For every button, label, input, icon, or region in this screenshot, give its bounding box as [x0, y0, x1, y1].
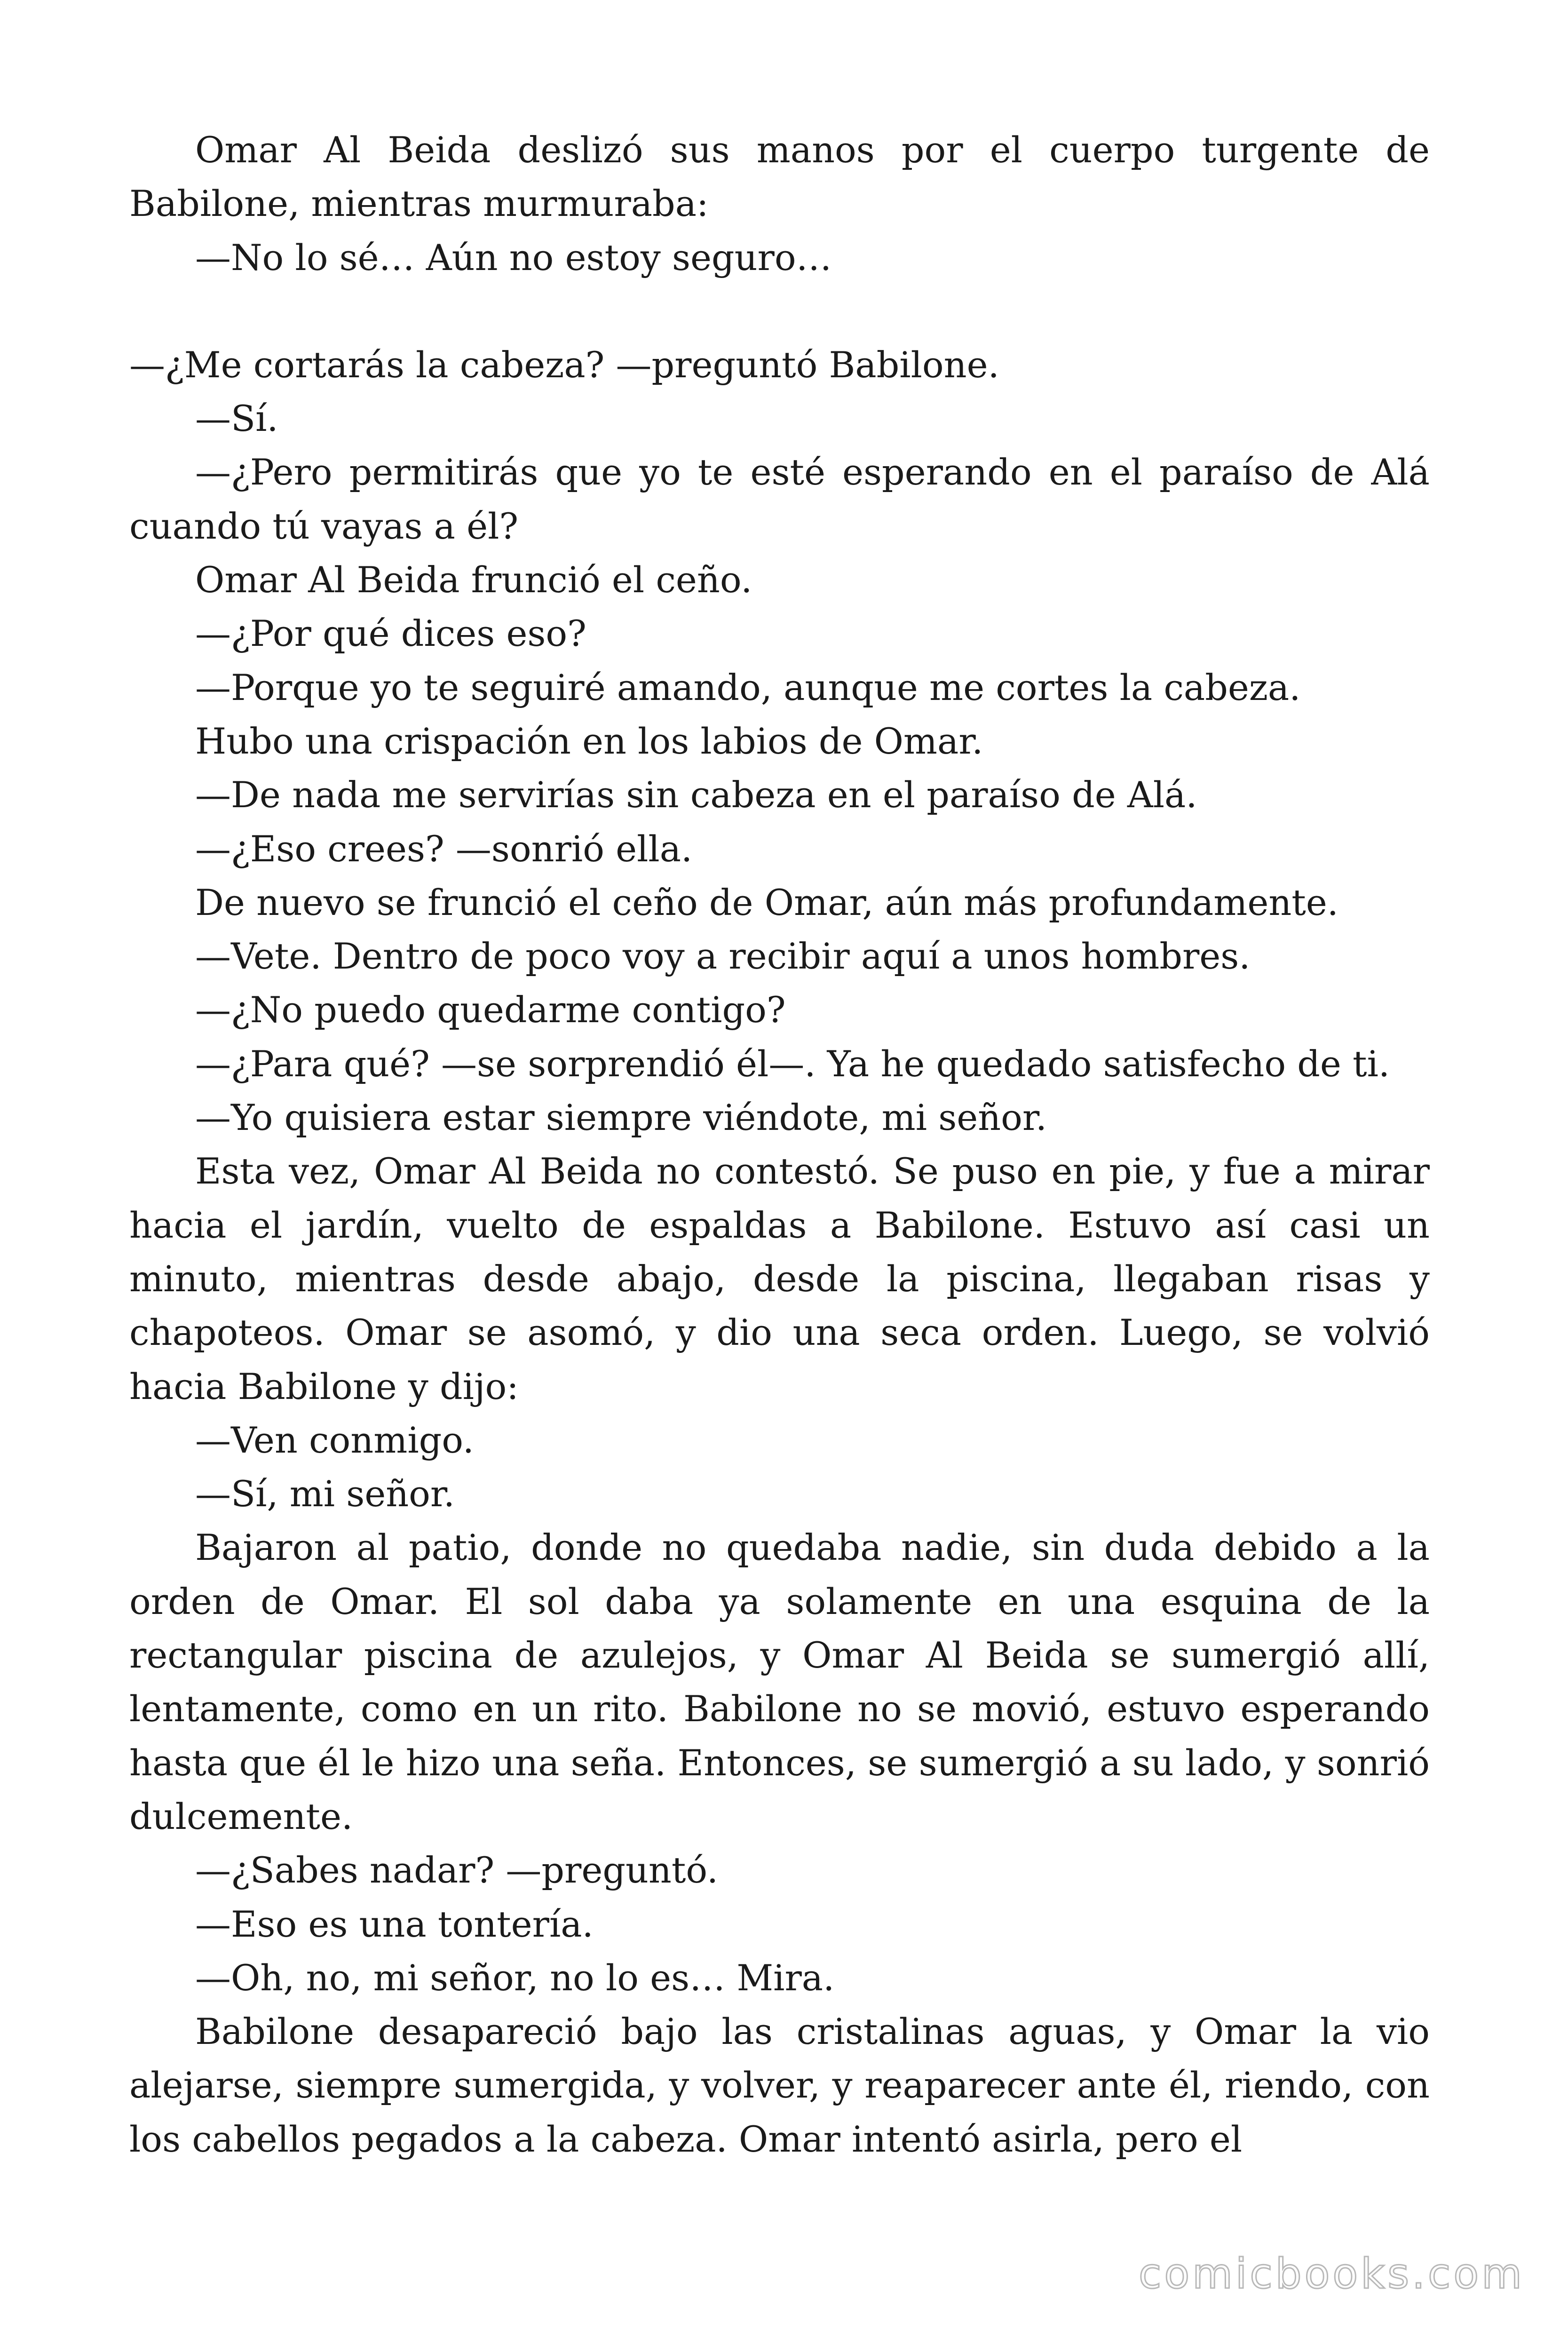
paragraph: Bajaron al patio, donde no quedaba nadie, sin duda debido a la orden de Omar. El sol daba ya solamente en una esquina de la rectangular piscina de azulejos, y Omar Al Beida se sumergió allí, lentamente, como en un rito. Babilone no se movió, estuvo esperando hasta que él le hizo una seña. Entonces, se sumergió a su lado, y sonrió dulcemente.	[129, 1526, 1430, 1837]
paragraph: Omar Al Beida deslizó sus manos por el cuerpo turgente de Babilone, mientras murmuraba:	[129, 129, 1430, 225]
paragraph: Babilone desapareció bajo las cristalinas aguas, y Omar la vio alejarse, siempre sumergida, y volver, y reaparecer ante él, riendo, con los cabellos pegados a la cabeza. Omar intentó asirla, pero el	[129, 2010, 1430, 2160]
paragraph: —¿Por qué dices eso?	[195, 612, 586, 655]
body-text	[129, 123, 1430, 2166]
paragraph: —De nada me servirías sin cabeza en el paraíso de Alá.	[195, 774, 1197, 816]
paragraph: —Ven conmigo.	[195, 1419, 474, 1461]
paragraph: Omar Al Beida frunció el ceño.	[195, 559, 752, 601]
paragraph: —Vete. Dentro de poco voy a recibir aquí a unos hombres.	[195, 935, 1251, 977]
paragraph: Hubo una crispación en los labios de Omar.	[195, 720, 983, 762]
paragraph: —¿Eso crees? —sonrió ella.	[195, 827, 693, 870]
paragraph: —Sí, mi señor.	[195, 1473, 455, 1515]
paragraph: —¿No puedo quedarme contigo?	[195, 989, 786, 1031]
paragraph: —No lo sé… Aún no estoy seguro…	[195, 236, 832, 278]
paragraph: —Sí.	[195, 397, 278, 440]
paragraph: —Yo quisiera estar siempre viéndote, mi señor.	[195, 1097, 1047, 1139]
paragraph: —¿Sabes nadar? —preguntó.	[195, 1849, 718, 1891]
paragraph: —¿Pero permitirás que yo te esté esperando en el paraíso de Alá cuando tú vayas a él?	[129, 451, 1430, 547]
paragraph: —¿Para qué? —se sorprendió él—. Ya he quedado satisfecho de ti.	[195, 1042, 1390, 1085]
paragraph: —¿Me cortarás la cabeza? —preguntó Babilone.	[129, 343, 999, 386]
paragraph: Esta vez, Omar Al Beida no contestó. Se puso en pie, y fue a mirar hacia el jardín, vuelto de espaldas a Babilone. Estuvo así casi un minuto, mientras desde abajo, desde la piscina, llegaban risas y chapoteos. Omar se asomó, y dio una seca orden. Luego, se volvió hacia Babilone y dijo:	[129, 1150, 1430, 1407]
paragraph: De nuevo se frunció el ceño de Omar, aún más profundamente.	[195, 881, 1338, 923]
paragraph: —Eso es una tontería.	[195, 1903, 594, 1945]
paragraph: —Oh, no, mi señor, no lo es… Mira.	[195, 1956, 835, 1999]
paragraph: —Porque yo te seguiré amando, aunque me cortes la cabeza.	[195, 666, 1301, 708]
watermark: comicbooks.com	[1138, 2249, 1525, 2298]
